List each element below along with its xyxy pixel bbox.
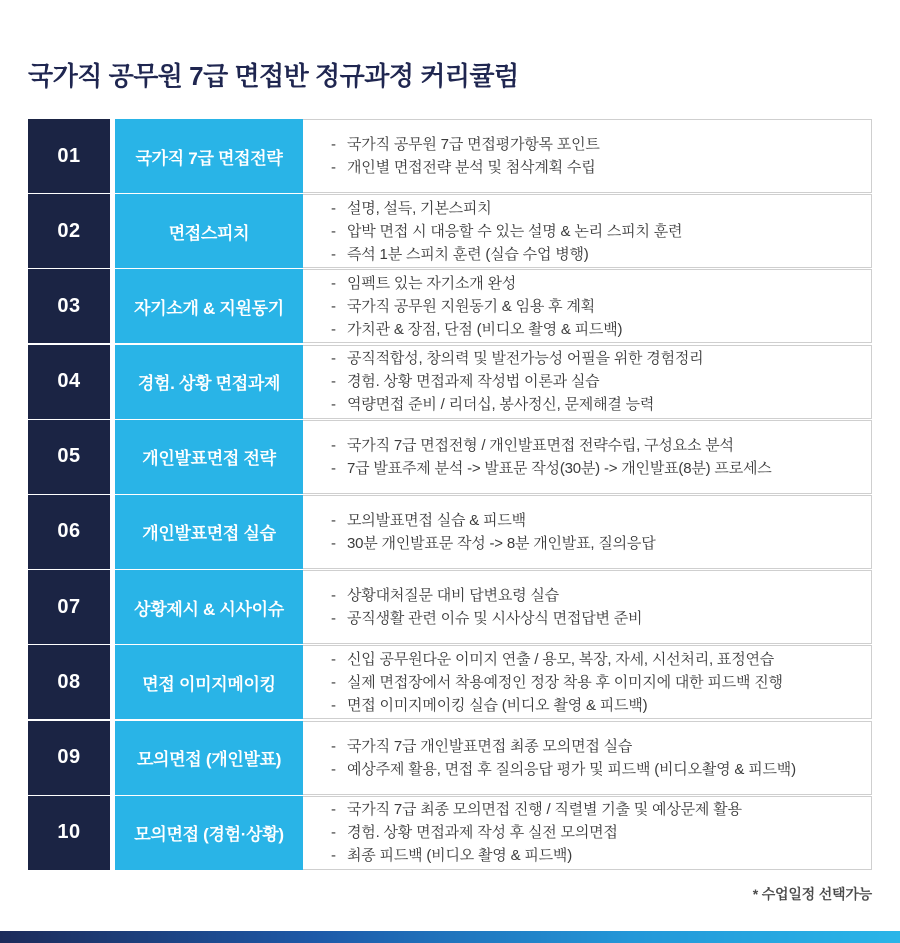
row-item-text: 경험. 상황 면접과제 작성 후 실전 모의면접 — [347, 824, 618, 842]
bullet-dash: - — [331, 824, 336, 842]
row-label: 상황제시 & 시사이슈 — [115, 570, 303, 644]
bullet-dash: - — [331, 610, 336, 628]
row-item-text: 가치관 & 장점, 단점 (비디오 촬영 & 피드백) — [347, 320, 623, 338]
row-number: 10 — [28, 796, 110, 870]
row-number: 06 — [28, 495, 110, 569]
row-content — [303, 194, 872, 268]
row-content — [303, 345, 872, 419]
bullet-dash: - — [331, 673, 336, 691]
row-content — [303, 721, 872, 795]
row-item-text: 설명, 설득, 기본스피치 — [347, 199, 492, 217]
row-item — [331, 243, 861, 266]
row-item-text: 국가직 공무원 지원동기 & 임용 후 계획 — [347, 297, 595, 315]
row-item — [331, 156, 861, 179]
curriculum-row — [28, 119, 872, 193]
row-item-text: 임펙트 있는 자기소개 완성 — [347, 274, 517, 292]
bullet-dash: - — [331, 297, 336, 315]
curriculum-row — [28, 495, 872, 569]
row-item — [331, 735, 861, 758]
bullet-dash: - — [331, 373, 336, 391]
row-label: 개인발표면접 실습 — [115, 495, 303, 569]
row-label: 모의면접 (개인발표) — [115, 721, 303, 795]
row-item-text: 면접 이미지메이킹 실습 (비디오 촬영 & 피드백) — [347, 696, 648, 714]
bullet-dash: - — [331, 245, 336, 263]
row-item — [331, 844, 861, 867]
row-number: 02 — [28, 194, 110, 268]
row-item-text: 모의발표면접 실습 & 피드백 — [347, 511, 526, 529]
row-label: 경험. 상황 면접과제 — [115, 345, 303, 419]
row-content — [303, 796, 872, 870]
row-item — [331, 318, 861, 341]
row-item — [331, 821, 861, 844]
row-item — [331, 393, 861, 416]
row-item — [331, 584, 861, 607]
row-item — [331, 648, 861, 671]
bullet-dash: - — [331, 737, 336, 755]
row-label: 면접 이미지메이킹 — [115, 645, 303, 719]
row-item — [331, 370, 861, 393]
row-label: 면접스피치 — [115, 194, 303, 268]
curriculum-row — [28, 645, 872, 719]
row-item — [331, 671, 861, 694]
bullet-dash: - — [331, 222, 336, 240]
row-number: 07 — [28, 570, 110, 644]
row-item — [331, 272, 861, 295]
bullet-dash: - — [331, 587, 336, 605]
bullet-dash: - — [331, 320, 336, 338]
bullet-dash: - — [331, 136, 336, 153]
row-item-text: 국가직 7급 개인발표면접 최종 모의면접 실습 — [347, 737, 633, 755]
row-label: 모의면접 (경험·상황) — [115, 796, 303, 870]
row-number: 04 — [28, 345, 110, 419]
row-item-text: 국가직 7급 최종 모의면접 진행 / 직렬별 기출 및 예상문제 활용 — [347, 801, 742, 819]
bullet-dash: - — [331, 650, 336, 668]
curriculum-row — [28, 420, 872, 494]
row-item-text: 경험. 상황 면접과제 작성법 이론과 실습 — [347, 373, 600, 391]
row-item — [331, 457, 861, 480]
row-number: 09 — [28, 721, 110, 795]
curriculum-row — [28, 570, 872, 644]
bullet-dash: - — [331, 199, 336, 217]
curriculum-table — [28, 119, 872, 870]
bottom-accent-bar — [0, 931, 900, 943]
row-label: 개인발표면접 전략 — [115, 420, 303, 494]
row-item-text: 공직생활 관련 이슈 및 시사상식 면접답변 준비 — [347, 610, 643, 628]
row-item-text: 30분 개인발표문 작성 -> 8분 개인발표, 질의응답 — [347, 534, 656, 552]
row-content — [303, 495, 872, 569]
row-item-text: 국가직 7급 면접전형 / 개인발표면접 전략수립, 구성요소 분석 — [347, 436, 734, 454]
bullet-dash: - — [331, 159, 336, 176]
row-item — [331, 295, 861, 318]
row-item — [331, 434, 861, 457]
row-item — [331, 607, 861, 630]
row-number: 03 — [28, 269, 110, 343]
row-content — [303, 119, 872, 193]
row-item-text: 공직적합성, 창의력 및 발전가능성 어필을 위한 경험정리 — [347, 350, 704, 368]
row-item-text: 국가직 공무원 7급 면접평가항목 포인트 — [347, 136, 600, 153]
row-content — [303, 420, 872, 494]
row-item — [331, 133, 861, 156]
bullet-dash: - — [331, 396, 336, 414]
row-item — [331, 220, 861, 243]
bullet-dash: - — [331, 511, 336, 529]
curriculum-row — [28, 194, 872, 268]
row-label: 자기소개 & 지원동기 — [115, 269, 303, 343]
bullet-dash: - — [331, 350, 336, 368]
row-item — [331, 509, 861, 532]
schedule-footnote: * 수업일정 선택가능 — [752, 885, 872, 902]
curriculum-row — [28, 721, 872, 795]
row-number: 01 — [28, 119, 110, 193]
bullet-dash: - — [331, 274, 336, 292]
bullet-dash: - — [331, 436, 336, 454]
row-item-text: 신입 공무원다운 이미지 연출 / 용모, 복장, 자세, 시선처리, 표정연습 — [347, 650, 775, 668]
row-number: 05 — [28, 420, 110, 494]
bullet-dash: - — [331, 847, 336, 865]
row-item-text: 개인별 면접전략 분석 및 첨삭계획 수립 — [347, 159, 596, 176]
row-item-text: 최종 피드백 (비디오 촬영 & 피드백) — [347, 847, 573, 865]
row-item — [331, 197, 861, 220]
row-content — [303, 570, 872, 644]
row-item — [331, 694, 861, 717]
row-item-text: 실제 면접장에서 착용예정인 정장 착용 후 이미지에 대한 피드백 진행 — [347, 673, 783, 691]
row-item-text: 상황대처질문 대비 답변요령 실습 — [347, 587, 559, 605]
row-content — [303, 645, 872, 719]
row-item — [331, 758, 861, 781]
curriculum-row — [28, 345, 872, 419]
row-content — [303, 269, 872, 343]
row-item-text: 7급 발표주제 분석 -> 발표문 작성(30분) -> 개인발표(8분) 프로세스 — [347, 459, 772, 477]
row-item-text: 역량면접 준비 / 리더십, 봉사정신, 문제해결 능력 — [347, 396, 655, 414]
bullet-dash: - — [331, 760, 336, 778]
row-item-text: 즉석 1분 스피치 훈련 (실습 수업 병행) — [347, 245, 589, 263]
bullet-dash: - — [331, 696, 336, 714]
bullet-dash: - — [331, 801, 336, 819]
row-item-text: 예상주제 활용, 면접 후 질의응답 평가 및 피드백 (비디오촬영 & 피드백) — [347, 760, 796, 778]
row-label: 국가직 7급 면접전략 — [115, 119, 303, 193]
row-item — [331, 532, 861, 555]
row-item-text: 압박 면접 시 대응할 수 있는 설명 & 논리 스피치 훈련 — [347, 222, 683, 240]
row-item — [331, 798, 861, 821]
curriculum-page — [28, 0, 872, 904]
row-item — [331, 347, 861, 370]
curriculum-row — [28, 269, 872, 343]
bullet-dash: - — [331, 459, 336, 477]
curriculum-row — [28, 796, 872, 870]
row-number: 08 — [28, 645, 110, 719]
bullet-dash: - — [331, 534, 336, 552]
page-title: 국가직 공무원 7급 면접반 정규과정 커리큘럼 — [28, 61, 519, 91]
